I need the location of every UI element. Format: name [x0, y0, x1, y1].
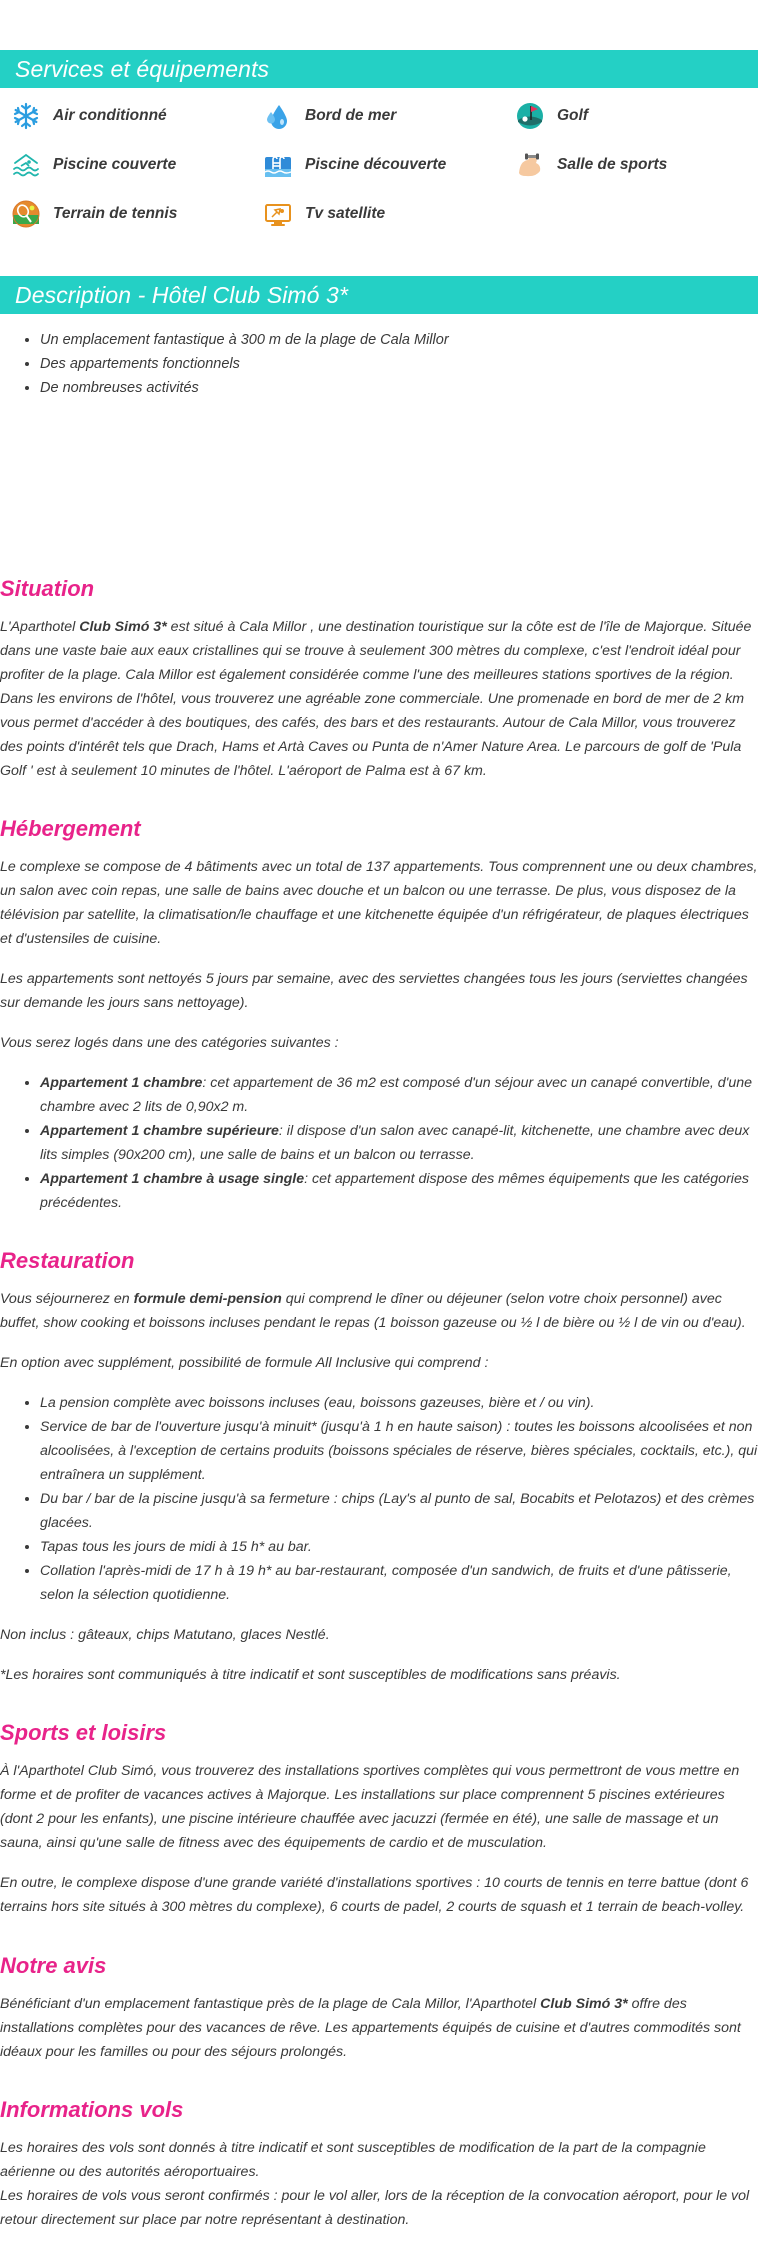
sports-section — [0, 1720, 758, 1919]
section-heading: Restauration — [0, 1248, 135, 1273]
paragraph: Les appartements sont nettoyés 5 jours par semaine, avec des serviettes changées tous les jours (serviettes changées sur demande les jours sans nettoyage). — [0, 971, 748, 1011]
vols-section — [0, 2097, 758, 2232]
list-item: • De nombreuses activités — [40, 376, 758, 400]
list-item: • Collation l'après-midi de 17 h à 19 h* au bar-restaurant, composée d'un sandwich, de fruits et d'une pâtisserie, selon la sélection quotidienne. — [40, 1559, 758, 1607]
amenity-item — [516, 102, 756, 130]
rooms-list — [0, 1071, 758, 1215]
amenity-item — [12, 200, 264, 228]
list-item: • Des appartements fonctionnels — [40, 352, 758, 376]
paragraph: Non inclus : gâteaux, chips Matutano, glaces Nestlé. — [0, 1627, 330, 1643]
list-item: • Un emplacement fantastique à 300 m de la plage de Cala Millor — [40, 328, 758, 352]
amenity-item — [264, 200, 516, 228]
amenity-item — [12, 151, 264, 179]
paragraph: À l'Aparthotel Club Simó, vous trouverez des installations sportives complètes qui vous permettront de vous mettre en forme et de profiter de vacances actives à Majorque. Les installations sur place comprennent 5 piscines extérieures (dont 2 pour les enfants), une piscine intérieure chauffée avec jacuzzi (fermée en été), une salle de massage et un sauna, ainsi qu'une salle de fitness avec des équipements de cardio et de musculation. — [0, 1763, 740, 1851]
highlights-list — [0, 328, 758, 400]
hebergement-section — [0, 816, 758, 1215]
snowflake-icon — [12, 102, 40, 130]
section-heading: Notre avis — [0, 1953, 107, 1978]
list-item: • Tapas tous les jours de midi à 15 h* au bar. — [40, 1535, 758, 1559]
section-heading: Sports et loisirs — [0, 1720, 167, 1745]
golf-icon — [516, 102, 544, 130]
paragraph: L'Aparthotel Club Simó 3* est situé à Cala Millor , une destination touristique sur la côte est de l'île de Majorque. Située dans une vaste baie aux eaux cristallines qui se trouve à seulement 300 mètres du complexe, c'est l'endroit idéal pour profiter de la plage. Cala Millor est également considérée comme l'une des meilleures stations sportives de la région. Dans les environs de l'hôtel, vous trouverez une agréable zone commerciale. Une promenade en bord de mer de 2 km vous permet d'accéder à des boutiques, des cafés, des bars et des restaurants. Autour de Cala Millor, vous trouverez des points d'intérêt tels que Drach, Hams et Artà Caves ou Punta de n'Amer Nature Area. Le parcours de golf de 'Pula Golf ' est à seulement 10 minutes de l'hôtel. L'aéroport de Palma est à 67 km. — [0, 619, 752, 779]
avis-section — [0, 1953, 758, 2064]
section-heading: Situation — [0, 576, 95, 601]
list-item: • La pension complète avec boissons incluses (eau, boissons gazeuses, bière et / ou vin). — [40, 1391, 758, 1415]
all-inclusive-list — [0, 1391, 758, 1607]
restauration-section — [0, 1248, 758, 1687]
paragraph: *Les horaires sont communiqués à titre indicatif et sont susceptibles de modifications sans préavis. — [0, 1667, 621, 1683]
paragraph: Vous serez logés dans une des catégories suivantes : — [0, 1035, 339, 1051]
amenity-label: Salle de sports — [557, 156, 668, 173]
section-heading: Informations vols — [0, 2097, 184, 2122]
water-drop-icon — [264, 102, 292, 130]
paragraph: En option avec supplément, possibilité de formule All Inclusive qui comprend : — [0, 1355, 489, 1371]
services-title: Services et équipements — [15, 56, 270, 82]
amenity-label: Air conditionné — [53, 107, 167, 124]
services-banner — [0, 50, 758, 88]
amenity-label: Tv satellite — [305, 205, 386, 222]
amenity-label: Terrain de tennis — [53, 205, 178, 222]
list-item: • Appartement 1 chambre supérieure: il dispose d'un salon avec canapé-lit, kitchenette, une chambre avec deux lits simples (90x200 cm), une salle de bains et un balcon ou terrasse. — [40, 1119, 758, 1167]
tennis-icon — [12, 200, 40, 228]
section-heading: Hébergement — [0, 816, 141, 841]
description-banner — [0, 276, 758, 314]
paragraph: Bénéficiant d'un emplacement fantastique près de la plage de Cala Millor, l'Aparthotel Club Simó 3* offre des installations complètes pour des vacances de rêve. Les appartements équipés de cuisine et d'autres commodités sont idéaux pour les familles ou pour des séjours prolongés. — [0, 1996, 741, 2060]
description-title: Description - Hôtel Club Simó 3* — [15, 282, 348, 308]
amenity-label: Piscine découverte — [305, 156, 447, 173]
amenity-item — [12, 102, 264, 130]
indoor-pool-icon — [12, 151, 40, 179]
hotel-name: Club Simó 3* — [79, 619, 167, 635]
situation-section — [0, 576, 758, 783]
paragraph: En outre, le complexe dispose d'une grande variété d'installations sportives : 10 courts de tennis en terre battue (dont 6 terrains hors site situés à 300 mètres du complexe), 6 courts de padel, 2 courts de squash et 1 terrain de beach-volley. — [0, 1875, 749, 1915]
list-item: • Appartement 1 chambre à usage single: cet appartement dispose des mêmes équipements que les catégories précédentes. — [40, 1167, 758, 1215]
amenity-item — [264, 102, 516, 130]
gym-icon — [516, 151, 544, 179]
paragraph: Les horaires des vols sont donnés à titre indicatif et sont susceptibles de modification de la part de la compagnie aérienne ou des autorités aéroportuaires. — [0, 2140, 706, 2180]
outdoor-pool-icon — [264, 151, 292, 179]
tv-icon — [264, 200, 292, 228]
amenities-grid — [0, 102, 758, 228]
amenity-item — [516, 151, 756, 179]
amenity-label: Golf — [557, 107, 588, 124]
paragraph: Le complexe se compose de 4 bâtiments avec un total de 137 appartements. Tous comprennent une ou deux chambres, un salon avec coin repas, une salle de bains avec douche et un balcon ou une terrasse. De plus, vous disposez de la télévision par satellite, la climatisation/le chauffage et une kitchenette équipée d'un réfrigérateur, de plaques électriques et d'ustensiles de cuisine. — [0, 859, 758, 947]
list-item: • Du bar / bar de la piscine jusqu'à sa fermeture : chips (Lay's al punto de sal, Bocabits et Pelotazos) et des crèmes glacées. — [40, 1487, 758, 1535]
list-item: • Service de bar de l'ouverture jusqu'à minuit* (jusqu'à 1 h en haute saison) : toutes les boissons alcoolisées et non alcoolisées, à l'exception de certains produits (boissons spéciales de réserve, bières spéciales, cocktails, etc.), qui entraînera un supplément. — [40, 1415, 758, 1487]
amenity-label: Bord de mer — [305, 107, 397, 124]
amenity-item — [264, 151, 516, 179]
paragraph: Vous séjournerez en formule demi-pension qui comprend le dîner ou déjeuner (selon votre choix personnel) avec buffet, show cooking et boissons incluses pendant le repas (1 boisson gazeuse ou ½ l de bière ou ½ l de vin ou d'eau). — [0, 1291, 746, 1331]
paragraph: Les horaires de vols vous seront confirmés : pour le vol aller, lors de la réception de la convocation aéroport, pour le vol retour directement sur place par notre représentant à destination. — [0, 2188, 750, 2228]
list-item: • Appartement 1 chambre: cet appartement de 36 m2 est composé d'un séjour avec un canapé convertible, d'une chambre avec 2 lits de 0,90x2 m. — [40, 1071, 758, 1119]
amenity-label: Piscine couverte — [53, 156, 177, 173]
